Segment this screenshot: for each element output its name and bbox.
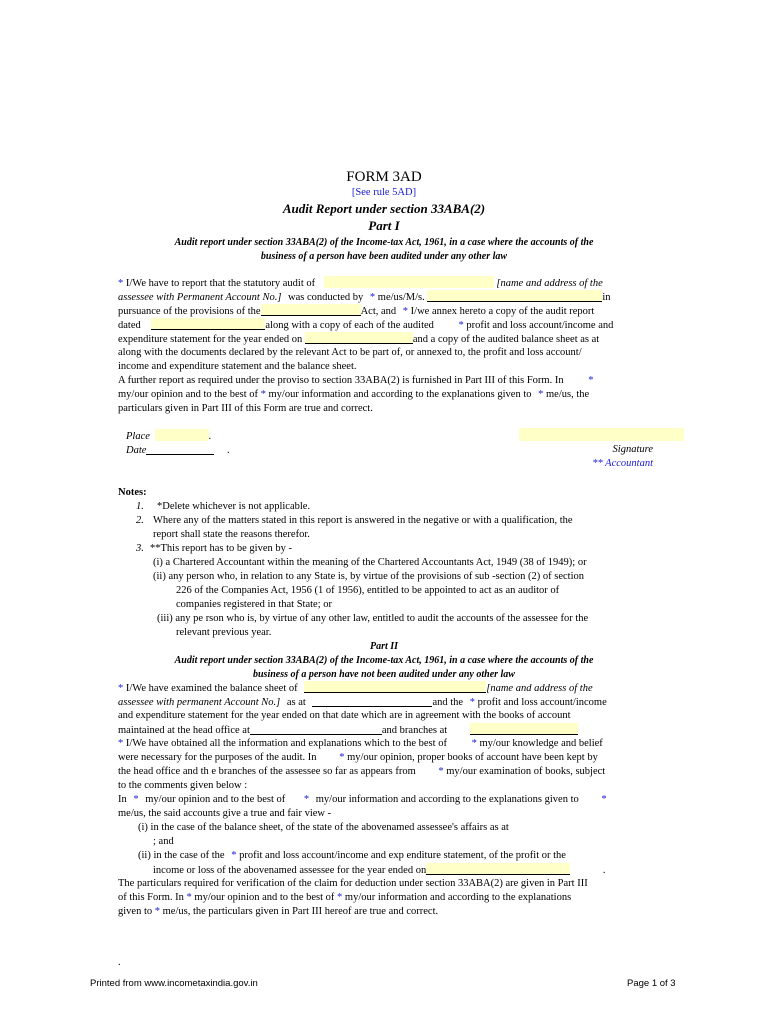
part2-line10: me/us, the said accounts give a true and fair view - [118, 808, 332, 819]
note-2-line1: Where any of the matters stated in this report is answered in the negative or with a qualification, the [153, 515, 573, 526]
note-1: *Delete whichever is not applicable. [157, 501, 311, 512]
note-3-ii-line3: companies registered in that State; or [176, 599, 332, 610]
part2-line4: maintained at the head office at and branches at [118, 723, 578, 737]
note-1-number: 1. [136, 501, 144, 512]
auditor-name-field[interactable] [427, 290, 602, 302]
note-3: **This report has to be given by - [150, 543, 293, 554]
part2-line14: income or loss of the abovenamed assessee for the year ended on . [153, 865, 606, 876]
part2-line1: * I/We have examined the balance sheet of [name and address of the [118, 683, 593, 694]
head-office-field[interactable] [250, 723, 382, 735]
part-one-subtitle-line1: Audit report under section 33ABA(2) of the Income-tax Act, 1961, in a case where the accounts of the [174, 237, 594, 248]
page-number: Page 1 of 3 [627, 978, 676, 989]
signature-label: Signature [612, 444, 653, 455]
part1-line9: my/our opinion and to the best of * my/our information and according to the explanations given to * me/us, the [118, 389, 590, 400]
place-row: Place . [126, 431, 212, 442]
p2-year-ended-field[interactable] [426, 863, 570, 875]
part2-line17: given to * me/us, the particulars given in Part III hereof are true and correct. [118, 906, 439, 917]
assessee-name-field[interactable] [324, 276, 494, 288]
note-3-number: 3. [136, 543, 144, 554]
part2-line9: In * my/our opinion and to the best of * my/our information and according to the explanations given to * [118, 794, 607, 805]
branches-field[interactable] [470, 723, 578, 735]
note-2-line2: report shall state the reasons therefor. [153, 529, 310, 540]
part-one-title: Part I [368, 218, 400, 233]
part-one-subtitle-line2: business of a person have been audited under any other law [260, 251, 508, 262]
part-two-title: Part II [369, 641, 399, 652]
note-3-ii-line2: 226 of the Companies Act, 1956 (1 of 1956), entitled to be appointed to act as an auditor of [176, 585, 560, 596]
date-row: Date . [126, 445, 230, 456]
note-3-iii-line2: relevant previous year. [176, 627, 272, 638]
balance-sheet-date-field[interactable] [312, 695, 432, 707]
note-3-i: (i) a Chartered Accountant within the meaning of the Chartered Accountants Act, 1949 (38 of 1949); or [153, 557, 587, 568]
part2-line6: were necessary for the purposes of the audit. In * my/our opinion, proper books of account have been kept by [118, 752, 598, 763]
part1-line8: A further report as required under the proviso to section 33ABA(2) is furnished in Part III of this Form. In * [118, 375, 594, 386]
note-2-number: 2. [136, 515, 144, 526]
part2-line16: of this Form. In * my/our opinion and to the best of * my/our information and according to the explanations [118, 892, 572, 903]
part1-line3: pursuance of the provisions of the Act, and * I/we annex hereto a copy of the audit report [118, 306, 595, 317]
audit-report-date-field[interactable] [151, 318, 265, 330]
report-heading: Audit Report under section 33ABA(2) [282, 201, 486, 216]
part2-line12: ; and [153, 836, 174, 847]
part-two-subtitle-line1: Audit report under section 33ABA(2) of the Income-tax Act, 1961, in a case where the accounts of the [174, 655, 594, 666]
part2-line8: to the comments given below : [118, 780, 248, 791]
rule-reference[interactable]: [See rule 5AD] [351, 187, 417, 198]
notes-title: Notes: [118, 487, 147, 498]
year-ended-field[interactable] [305, 332, 413, 344]
part2-line13: (ii) in the case of the * profit and loss account/income and exp enditure statement, of the profit or the [138, 850, 566, 861]
form-title: FORM 3AD [346, 169, 422, 185]
note-3-iii-line1: (iii) any pe rson who is, by virtue of any other law, entitled to audit the accounts of the assessee for the [157, 613, 589, 624]
date-field[interactable] [146, 443, 214, 455]
act-name-field[interactable] [261, 304, 361, 316]
place-field[interactable] [155, 429, 209, 441]
part2-line15: The particulars required for verification of the claim for deduction under section 33ABA(2) are given in Part III [118, 878, 588, 889]
part1-line6: along with the documents declared by the relevant Act to be part of, or annexed to, the profit and loss account/ [118, 347, 582, 358]
part1-line4: dated along with a copy of each of the audited * profit and loss account/income and [118, 320, 614, 331]
note-3-ii-line1: (ii) any person who, in relation to any State is, by virtue of the provisions of sub -section (2) of section [153, 571, 584, 582]
printed-from-footer: Printed from www.incometaxindia.gov.in [90, 978, 258, 989]
accountant-label: ** Accountant [592, 458, 653, 469]
part2-line11: (i) in the case of the balance sheet, of the state of the abovenamed assessee's affairs as at [138, 822, 509, 833]
part1-line2: assessee with Permanent Account No.] was conducted by * me/us/M/s. in [118, 292, 611, 303]
part1-line1: * I/We have to report that the statutory audit of [name and address of the [118, 278, 603, 289]
part2-line7: the head office and th e branches of the assessee so far as appears from * my/our examination of books, subject [118, 766, 606, 777]
p2-assessee-name-field[interactable] [304, 681, 486, 693]
part2-line5: * I/We have obtained all the information and explanations which to the best of * my/our knowledge and belief [118, 738, 603, 749]
part1-line7: income and expenditure statement and the balance sheet. [118, 361, 357, 372]
stray-dot: . [118, 957, 121, 968]
part2-line3: and expenditure statement for the year ended on that date which are in agreement with the books of account [118, 710, 571, 721]
part1-line10: particulars given in Part III of this Form are true and correct. [118, 403, 373, 414]
part2-line2: assessee with permanent Account No.] as at and the * profit and loss account/income [118, 697, 607, 708]
part1-line5: expenditure statement for the year ended on and a copy of the audited balance sheet as at [118, 334, 600, 345]
part-two-subtitle-line2: business of a person have not been audited under any other law [253, 669, 515, 680]
accountant-name-field[interactable] [519, 428, 684, 441]
